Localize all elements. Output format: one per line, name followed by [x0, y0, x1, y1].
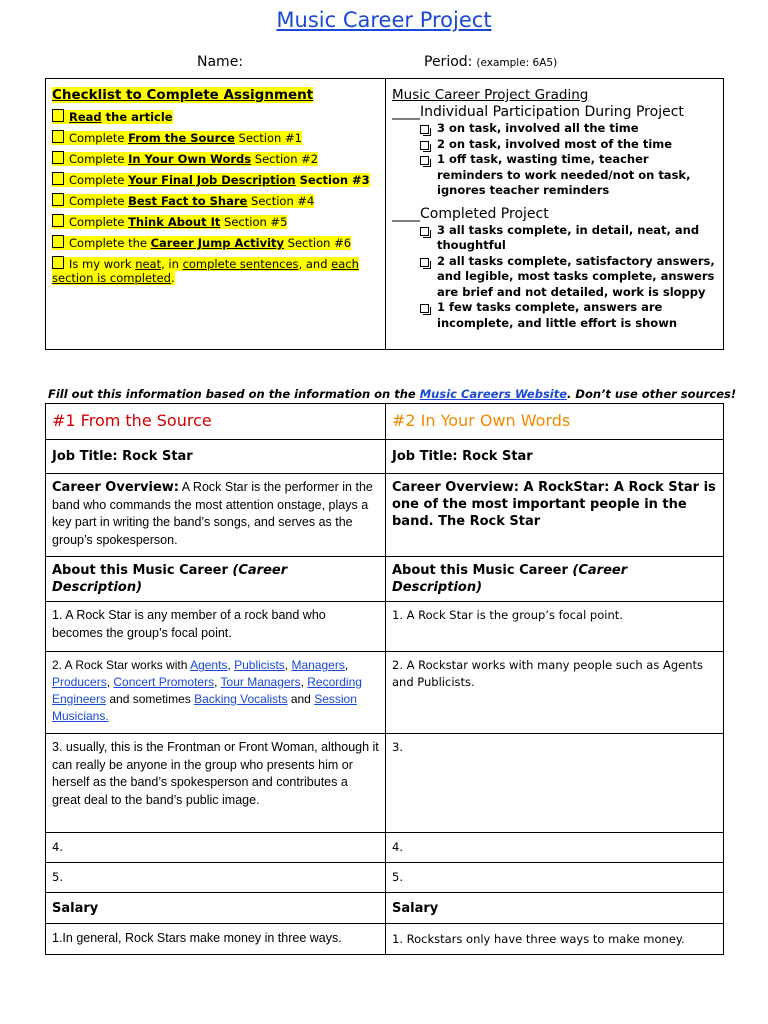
role-link[interactable]: Session Musicians.: [52, 692, 357, 723]
grading-cell: [386, 79, 724, 350]
checklist-word-complete: complete sentences: [182, 257, 299, 271]
checklist-end: .: [170, 271, 175, 285]
checklist-item-highlight: [52, 257, 359, 285]
role-link[interactable]: Concert Promoters: [113, 675, 215, 689]
checklist-item-link: Career Jump Activity: [150, 236, 285, 250]
grading-item: [392, 137, 717, 153]
row2-pre: 2. A Rock Star works with: [52, 658, 191, 672]
grading-item: [392, 152, 717, 199]
checklist-heading: Checklist to Complete Assignment: [52, 87, 314, 103]
checklist-items: [52, 109, 379, 285]
row5-right[interactable]: 5.: [392, 870, 403, 884]
checklist-item-pre: Complete: [69, 215, 129, 229]
about-italic-right: (Career Description): [392, 563, 628, 595]
checklist-grading-table: [45, 78, 724, 350]
checklist-item-link: Best Fact to Share: [128, 194, 248, 208]
grading-list-participation: [392, 121, 717, 199]
checklist-item-link: Your Final Job Description: [128, 173, 296, 187]
checkbox-icon[interactable]: [52, 109, 64, 122]
row1-right[interactable]: 1. A Rock Star is the group’s focal point.: [392, 608, 623, 622]
checklist-item: [52, 256, 379, 285]
checkbox-icon[interactable]: [52, 130, 64, 143]
checkbox-icon[interactable]: [52, 235, 64, 248]
checklist-word-neat: neat: [135, 257, 162, 271]
checklist-item-post: Section #2: [251, 152, 319, 166]
row4-right[interactable]: 4.: [392, 840, 403, 854]
checklist-item-highlight: [52, 194, 314, 208]
checkbox-icon: [420, 304, 429, 313]
grading-item: [392, 121, 717, 137]
overview-left-cell[interactable]: [46, 474, 386, 557]
checklist-item-post: Section #6: [284, 236, 352, 250]
row2-left[interactable]: [46, 652, 386, 734]
checkbox-icon[interactable]: [52, 172, 64, 185]
grading-item-text: 3 on task, involved all the time: [437, 121, 639, 135]
checkbox-icon[interactable]: [52, 151, 64, 164]
row2-mid: and sometimes: [106, 692, 195, 706]
checklist-item-link: Read: [69, 110, 102, 124]
row3-right[interactable]: 3.: [392, 740, 403, 754]
checklist-item-link: From the Source: [128, 131, 235, 145]
checklist-item: [52, 235, 379, 250]
period-example: (example: 6A5): [476, 57, 558, 69]
col2-heading: #2 In Your Own Words: [392, 411, 571, 430]
checkbox-icon: [420, 141, 429, 150]
checkbox-icon: [420, 125, 429, 134]
grading-item: [392, 300, 717, 331]
checklist-item-bold: Section #3: [295, 173, 370, 187]
grading-item-text: 3 all tasks complete, in detail, neat, and thoughtful: [437, 222, 700, 252]
col1-heading: #1 From the Source: [52, 411, 212, 430]
row5-left[interactable]: 5.: [52, 870, 63, 884]
checklist-word-each: each section is completed: [52, 257, 359, 285]
name-label: Name:: [197, 54, 244, 70]
grading-item-text: 2 all tasks complete, satisfactory answers, and legible, most tasks complete, answers are brief and not detailed, work is sloppy: [437, 253, 715, 299]
checklist-item-link: In Your Own Words: [128, 152, 252, 166]
checklist-item-post: Section #5: [220, 215, 288, 229]
career-table: [45, 403, 724, 955]
row2-comma: ,: [284, 658, 292, 672]
checklist-item-post: Section #4: [247, 194, 315, 208]
checkbox-icon: [420, 227, 429, 236]
row2-comma: ,: [300, 675, 308, 689]
checkbox-icon[interactable]: [52, 256, 64, 269]
checklist-item-highlight: [52, 110, 173, 124]
row2-comma: ,: [214, 675, 221, 689]
grading-section-participation: ____Individual Participation During Project: [392, 104, 684, 120]
period-label-text: Period:: [424, 54, 473, 70]
checklist-item-highlight: [52, 236, 351, 250]
role-link[interactable]: Recording Engineers: [52, 675, 362, 706]
grading-item: [392, 254, 717, 301]
checklist-item-pre: Complete: [69, 194, 129, 208]
page-title: Music Career Project: [276, 8, 492, 32]
checklist-item-highlight: [52, 152, 318, 166]
checklist-cell: [46, 79, 386, 350]
about-label-right: About this Music Career: [392, 563, 573, 578]
salary-right-label: Salary: [392, 900, 439, 916]
instructions-post: . Don’t use other sources!: [567, 387, 737, 401]
role-link[interactable]: Publicists: [234, 658, 285, 672]
overview-label: Career Overview:: [52, 480, 180, 495]
checklist-item-pre: Complete: [69, 173, 129, 187]
checklist-item-pre: Complete: [69, 152, 129, 166]
checklist-item: [52, 193, 379, 208]
role-link[interactable]: Managers: [291, 658, 345, 672]
checklist-item-pre: Is my work: [69, 257, 136, 271]
checkbox-icon[interactable]: [52, 214, 64, 227]
checklist-item-pre: Complete the: [69, 236, 151, 250]
checklist-item: [52, 130, 379, 145]
salary1-left[interactable]: 1.In general, Rock Stars make money in three ways.: [52, 931, 342, 946]
period-label: [424, 54, 557, 70]
role-link[interactable]: Producers: [52, 675, 107, 689]
checklist-item: [52, 214, 379, 229]
overview-left-text: A Rock Star is the performer in the band who commands the most attention onstage, plays a key part in writing the band’s songs, and serves as the group’s spokesperson.: [52, 480, 373, 547]
role-link[interactable]: Backing Vocalists: [194, 692, 288, 706]
grading-heading: Music Career Project Grading: [392, 87, 589, 103]
checklist-item-post: Section #1: [234, 131, 302, 145]
salary1-right[interactable]: 1. Rockstars only have three ways to make money.: [392, 931, 685, 946]
role-link[interactable]: Tour Managers: [220, 675, 301, 689]
checkbox-icon: [420, 156, 429, 165]
row1-left[interactable]: 1. A Rock Star is any member of a rock band who becomes the group’s focal point.: [52, 608, 326, 640]
job-title-left[interactable]: Job Title: Rock Star: [52, 449, 193, 464]
checklist-sep: , and: [298, 257, 332, 271]
checklist-item-highlight: [52, 215, 287, 229]
checklist-sep: , in: [161, 257, 183, 271]
instructions: [48, 387, 736, 401]
checkbox-icon: [420, 258, 429, 267]
role-link[interactable]: Agents: [190, 658, 228, 672]
salary-left-label: Salary: [52, 900, 99, 916]
overview-right-text[interactable]: Career Overview: A RockStar: A Rock Star is one of the most important people in the band. The Rock Star: [392, 480, 716, 529]
row2-comma: ,: [227, 658, 235, 672]
row2-and: and: [287, 692, 315, 706]
checkbox-icon[interactable]: [52, 193, 64, 206]
checklist-item-highlight: [52, 131, 302, 145]
checklist-item-bold: the article: [101, 110, 173, 124]
grading-list-completed: [392, 223, 717, 332]
row4-left[interactable]: 4.: [52, 840, 63, 854]
checklist-item-link: Think About It: [128, 215, 221, 229]
checklist-item-pre: Complete: [69, 131, 129, 145]
grading-section-completed: ____Completed Project: [392, 205, 549, 222]
about-label-left: About this Music Career: [52, 563, 233, 578]
music-careers-website-link[interactable]: Music Careers Website: [419, 387, 568, 401]
row2-right[interactable]: 2. A Rockstar works with many people such as Agents and Publicists.: [392, 658, 704, 689]
job-title-right[interactable]: Job Title: Rock Star: [392, 449, 533, 464]
grading-item: [392, 223, 717, 254]
row3-left[interactable]: 3. usually, this is the Frontman or Front Woman, although it can really be anyone in the group who presents him or herself as the band’s spokesperson and contributes a great deal to the band’s public image.: [52, 740, 379, 807]
grading-item-text: 2 on task, involved most of the time: [437, 136, 673, 151]
row2-comma: ,: [106, 675, 114, 689]
instructions-pre: Fill out this information based on the information on the: [48, 387, 420, 401]
checklist-item: [52, 109, 379, 124]
row2-comma: ,: [344, 658, 349, 672]
checklist-item-highlight: [52, 173, 370, 187]
grading-item-text: 1 off task, wasting time, teacher reminders to work needed/not on task, ignores teacher reminders: [437, 152, 691, 197]
checklist-item: [52, 172, 379, 187]
grading-item-text: 1 few tasks complete, answers are incomplete, and little effort is shown: [437, 300, 678, 330]
about-italic-left: (Career Description): [52, 563, 288, 595]
checklist-item: [52, 151, 379, 166]
